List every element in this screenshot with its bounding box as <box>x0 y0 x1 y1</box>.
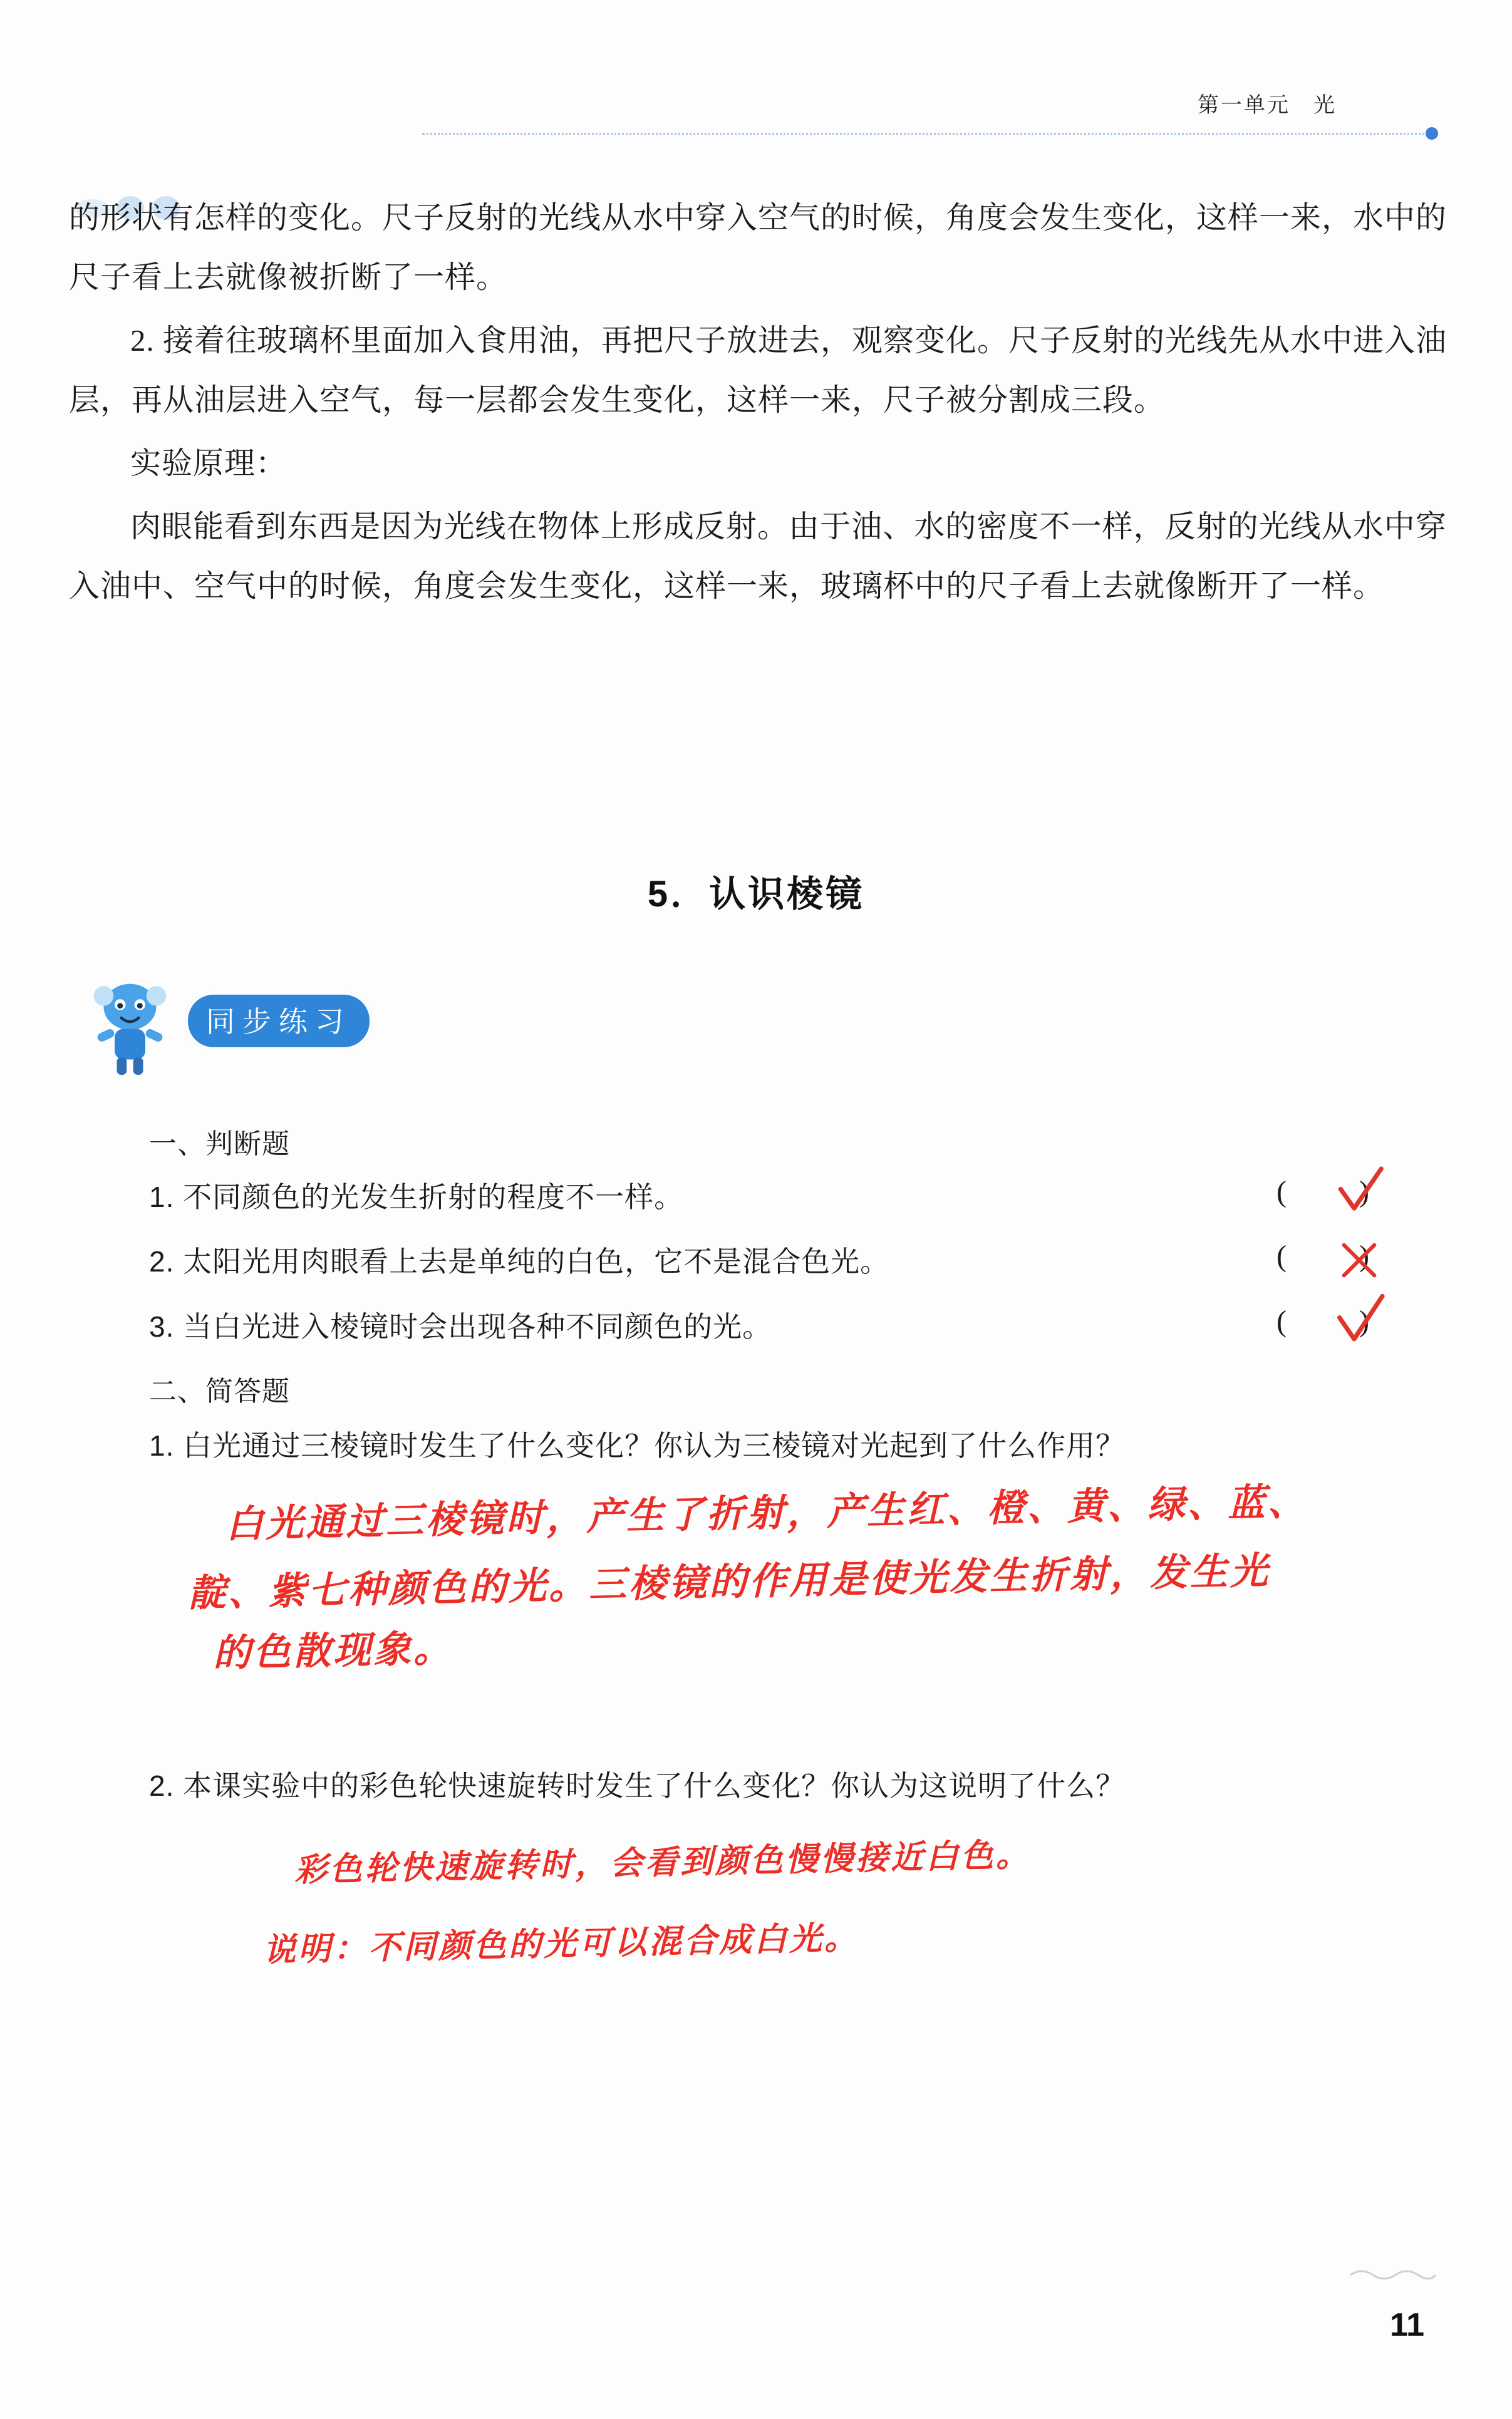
paragraph: 的形状有怎样的变化。尺子反射的光线从水中穿入空气的时候，角度会发生变化，这样一来，水中的尺子看上去就像被折断了一样。 <box>69 200 1447 294</box>
header-dot-icon <box>1426 127 1438 140</box>
section-title: 5．认识棱镜 <box>647 874 865 914</box>
short-answer-question <box>149 1423 1402 1464</box>
paragraph: 2. 接着往玻璃杯里面加入食用油，再把尺子放进去，观察变化。尺子反射的光线先从水中进入油层，再从油层进入空气，每一层都会发生变化，这样一来，尺子被分割成三段。 <box>69 323 1447 417</box>
answer-parentheses: ( ) <box>1276 1305 1402 1338</box>
question-text: 2. 太阳光用肉眼看上去是单纯的白色，它不是混合色光。 <box>149 1245 890 1278</box>
paragraph: 实验原理： <box>130 446 287 480</box>
unit-title: 第一单元 光 <box>1198 93 1337 117</box>
judgement-row <box>149 1239 1402 1293</box>
question-text: 1. 不同颜色的光发生折射的程度不一样。 <box>149 1181 684 1213</box>
part1-heading: 一、判断题 <box>149 1129 290 1159</box>
part2-heading: 二、简答题 <box>149 1376 290 1407</box>
short-answer-question <box>149 1763 1402 1805</box>
question-text: 3. 当白光进入棱镜时会出现各种不同颜色的光。 <box>149 1310 772 1343</box>
judgement-row <box>149 1174 1402 1228</box>
handwritten-answer-line: 白光通过三棱镜时，产生了折射，产生红、橙、黄、绿、蓝、 <box>225 1481 1308 1546</box>
check-mark-icon <box>1332 1293 1388 1349</box>
page-number: 11 <box>1390 2307 1424 2343</box>
answer-parentheses: ( ) <box>1276 1240 1402 1273</box>
handwritten-answer-line: 彩色轮快速旋转时，会看到颜色慢慢接近白色。 <box>294 1837 1032 1889</box>
mascot-icon <box>75 974 185 1084</box>
exercise-banner <box>75 974 463 1087</box>
answer-parentheses: ( ) <box>1276 1175 1402 1208</box>
paragraph: 肉眼能看到东西是因为光线在物体上形成反射。由于油、水的密度不一样，反射的光线从水中穿入油中、空气中的时候，角度会发生变化，这样一来，玻璃杯中的尺子看上去就像断开了一样。 <box>69 509 1447 603</box>
question-text: 2. 本课实验中的彩色轮快速旋转时发生了什么变化？你认为这说明了什么？ <box>149 1769 1126 1802</box>
exercise-banner-label: 同步练习 <box>185 992 373 1050</box>
question-text: 1. 白光通过三棱镜时发生了什么变化？你认为三棱镜对光起到了什么作用？ <box>149 1429 1126 1462</box>
handwritten-answer-line: 说明：不同颜色的光可以混合成白光。 <box>262 1920 860 1969</box>
part1-heading-block <box>149 1121 1402 1161</box>
check-mark-icon <box>1332 1163 1388 1220</box>
judgement-row <box>149 1304 1402 1358</box>
body-text <box>69 188 1447 619</box>
part2-heading-block <box>149 1369 1402 1409</box>
header-divider <box>422 133 1437 135</box>
handwritten-answer-line: 靛、紫七种颜色的光。三棱镜的作用是使光发生折射，发生光 <box>187 1550 1271 1615</box>
cross-mark-icon <box>1335 1236 1383 1284</box>
footer-decoration-icon <box>1349 2266 1437 2281</box>
handwritten-answer-line: 的色散现象。 <box>212 1627 454 1675</box>
